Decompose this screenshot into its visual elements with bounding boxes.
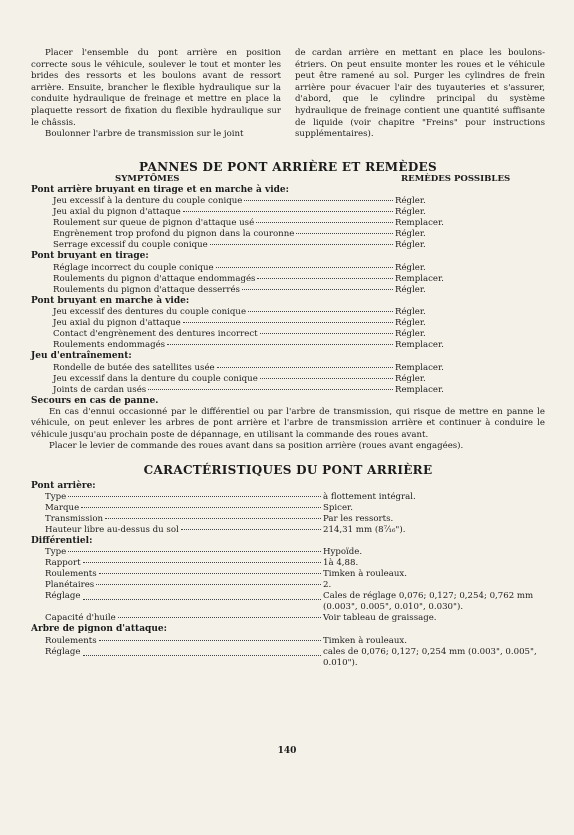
symptom-text: Contact d'engrènement des dentures incorrect: [53, 329, 258, 340]
leader-dots: [105, 518, 321, 519]
trouble-row: [31, 240, 545, 251]
remedy-text: Régler.: [395, 373, 426, 384]
trouble-row: [31, 385, 545, 396]
symptom-text: Jeu axial du pignon d'attaque: [53, 318, 181, 329]
leader-dots: [217, 367, 393, 368]
spec-value: 2.: [323, 580, 332, 591]
leader-dots: [183, 322, 393, 323]
trouble-row: [31, 196, 545, 207]
symptom-text: Serrage excessif du couple conique: [53, 240, 208, 251]
remedy-text: Régler.: [395, 329, 426, 340]
spec-label: Planétaires: [45, 580, 95, 591]
leader-dots: [296, 233, 393, 234]
page-number: 140: [277, 746, 297, 756]
leader-dots: [257, 278, 393, 279]
symptoms-header: SYMPTÔMES: [115, 174, 180, 184]
remedy-text: Régler.: [395, 207, 426, 218]
leader-dots: [148, 389, 393, 390]
remedy-text: Régler.: [395, 307, 426, 318]
spec-value: 1à 4,88.: [323, 558, 359, 569]
symptom-text: Jeu axial du pignon d'attaque: [53, 207, 181, 218]
spec-value: cales de 0,076; 0,127; 0,254 mm (0.003", 0.005", 0.010").: [323, 646, 537, 668]
leader-dots: [256, 222, 393, 223]
trouble-row: [31, 274, 545, 285]
symptom-text: Roulements endommagés: [53, 340, 166, 351]
spec-row: [31, 636, 545, 647]
leader-dots: [260, 378, 393, 379]
spec-label: Capacité d'huile: [45, 613, 116, 624]
symptom-text: Jeu excessif dans la denture du couple conique: [53, 373, 258, 384]
spec-value: Voir tableau de graissage.: [323, 613, 437, 624]
spec-label: Roulements: [45, 635, 97, 646]
spec-row: [31, 525, 545, 536]
symptom-text: Jeu excessif à la denture du couple conique: [53, 196, 243, 207]
trouble-row: [31, 329, 545, 340]
leader-dots: [83, 655, 321, 656]
leader-dots: [83, 599, 321, 600]
spec-label: Réglage: [45, 646, 81, 657]
troubles-section: [31, 296, 545, 351]
spec-value: Hypoïde.: [323, 547, 363, 558]
remedy-text: Régler.: [395, 262, 426, 273]
leader-dots: [183, 211, 393, 212]
spec-label: Type: [45, 547, 67, 558]
remedy-text: Régler.: [395, 284, 426, 295]
troubles-section-heading: Pont bruyant en marche à vide:: [31, 295, 190, 306]
spec-row: [31, 591, 545, 613]
trouble-row: [31, 363, 545, 374]
leader-dots: [118, 617, 321, 618]
symptom-text: Engrènement trop profond du pignon dans la couronne: [53, 229, 295, 240]
troubles-column-headers: [31, 174, 545, 185]
troubles-section-heading: Pont bruyant en tirage:: [31, 251, 149, 262]
intro-right-paragraph: de cardan arrière en mettant en place les boulons-étriers. On peut ensuite monter les roues et le véhicule peut être ramené au sol. Purger les cylindres de frein arrière pour évacuer l'air des tuyauteries et s'assurer, d'abord, que le cylindre principal du système hydraulique de freinage contient une quantité suffisante de liquide (voir chapitre "Freins" pour instructions supplémentaires).: [295, 48, 545, 140]
specs-group-heading: Arbre de pignon d'attaque:: [31, 624, 167, 635]
remedy-text: Régler.: [395, 318, 426, 329]
spec-label: Roulements: [45, 569, 97, 580]
specs-group: [31, 481, 545, 536]
intro-left-column: [31, 48, 281, 141]
leader-dots: [68, 551, 321, 552]
emergency-paragraph-1: En cas d'ennui occasionné par le différentiel ou par l'arbre de transmission, qui risque de mettre en panne le véhicule, on peut enlever les arbres de pont arrière et l'arbre de transmission arrière et continuer à conduire le véhicule jusqu'au prochain poste de dépannage, en utilisant la commande des roues avant.: [31, 407, 545, 440]
leader-dots: [167, 344, 393, 345]
spec-label: Rapport: [45, 558, 81, 569]
spec-label: Réglage: [45, 591, 81, 602]
spec-label: Hauteur libre au-dessus du sol: [45, 525, 179, 536]
symptom-text: Roulements du pignon d'attaque desserrés: [53, 284, 240, 295]
main-content: [31, 160, 545, 669]
trouble-row: [31, 285, 545, 296]
leader-dots: [242, 289, 393, 290]
remedy-text: Remplacer.: [395, 384, 444, 395]
troubles-section: [31, 185, 545, 251]
specs-group: [31, 536, 545, 624]
troubles-section-heading: Jeu d'entraînement:: [31, 351, 132, 362]
leader-dots: [81, 507, 321, 508]
spec-value: Timken à rouleaux.: [323, 569, 407, 580]
trouble-row: [31, 307, 545, 318]
intro-left-paragraph-1: Placer l'ensemble du pont arrière en position correcte sous le véhicule, soulever le tout et monter les brides des ressorts et les boulons avant de ressort arrière. Ensuite, brancher le flexible hydraulique sur la conduite hydraulique de freinage et mettre en place la plaquette ressort de fixation du flexible hydraulique sur le châssis.: [31, 48, 281, 128]
spec-row: [31, 558, 545, 569]
remedies-header: REMÈDES POSSIBLES: [401, 174, 511, 184]
trouble-row: [31, 374, 545, 385]
spec-label: Transmission: [45, 514, 104, 525]
intro-right-column: [295, 48, 545, 141]
spec-row: [31, 580, 545, 591]
trouble-row: [31, 207, 545, 218]
symptom-text: Jeu excessif des dentures du couple conique: [53, 307, 247, 318]
symptom-text: Roulement sur queue de pignon d'attaque usé: [53, 218, 255, 229]
leader-dots: [248, 311, 393, 312]
specs-group-heading: Différentiel:: [31, 536, 93, 547]
spec-value: à flottement intégral.: [323, 492, 416, 503]
trouble-row: [31, 318, 545, 329]
leader-dots: [99, 640, 321, 641]
symptom-text: Rondelle de butée des satellites usée: [53, 362, 215, 373]
remedy-text: Remplacer.: [395, 340, 444, 351]
spec-value: 214,31 mm (8⁷⁄₁₆").: [323, 525, 406, 536]
specs-group-heading: Pont arrière:: [31, 480, 96, 491]
spec-row: [31, 613, 545, 624]
spec-row: [31, 492, 545, 503]
remedy-text: Régler.: [395, 196, 426, 207]
remedy-text: Régler.: [395, 240, 426, 251]
trouble-row: [31, 218, 545, 229]
leader-dots: [99, 573, 321, 574]
intro-left-paragraph-2: Boulonner l'arbre de transmission sur le joint: [45, 129, 244, 140]
leader-dots: [96, 584, 321, 585]
spec-row: [31, 569, 545, 580]
spec-row: [31, 547, 545, 558]
specs-title: CARACTÉRISTIQUES DU PONT ARRIÈRE: [143, 462, 433, 477]
leader-dots: [210, 244, 393, 245]
symptom-text: Roulements du pignon d'attaque endommagés: [53, 273, 256, 284]
leader-dots: [68, 496, 321, 497]
remedy-text: Remplacer.: [395, 218, 444, 229]
symptom-text: Réglage incorrect du couple conique: [53, 262, 214, 273]
leader-dots: [244, 200, 393, 201]
remedy-text: Régler.: [395, 229, 426, 240]
spec-row: [31, 514, 545, 525]
troubles-section-heading: Pont arrière bruyant en tirage et en marche à vide:: [31, 185, 289, 195]
emergency-paragraph-2: Placer le levier de commande des roues avant dans sa position arrière (roues avant engagées).: [49, 441, 464, 452]
trouble-row: [31, 263, 545, 274]
spec-value: Timken à rouleaux.: [323, 635, 407, 646]
trouble-row: [31, 340, 545, 351]
spec-row: [31, 503, 545, 514]
spec-label: Type: [45, 492, 67, 503]
leader-dots: [260, 333, 393, 334]
spec-row: [31, 647, 545, 669]
emergency-heading: Secours en cas de panne.: [31, 395, 159, 406]
specs-group: [31, 624, 545, 668]
spec-value: Par les ressorts.: [323, 514, 394, 525]
leader-dots: [181, 529, 321, 530]
spec-label: Marque: [45, 503, 80, 514]
leader-dots: [83, 562, 321, 563]
spec-value: Spicer.: [323, 503, 353, 514]
spec-value: Cales de réglage 0,076; 0,127; 0,254; 0,762 mm (0.003", 0.005", 0.010", 0.030").: [323, 591, 534, 613]
trouble-row: [31, 229, 545, 240]
leader-dots: [216, 267, 393, 268]
intro-columns: [31, 48, 545, 141]
remedy-text: Remplacer.: [395, 273, 444, 284]
troubles-title: PANNES DE PONT ARRIÈRE ET REMÈDES: [139, 160, 437, 174]
symptom-text: Joints de cardan usés: [53, 384, 147, 395]
remedy-text: Remplacer.: [395, 362, 444, 373]
troubles-section: [31, 251, 545, 295]
troubles-section: [31, 351, 545, 395]
